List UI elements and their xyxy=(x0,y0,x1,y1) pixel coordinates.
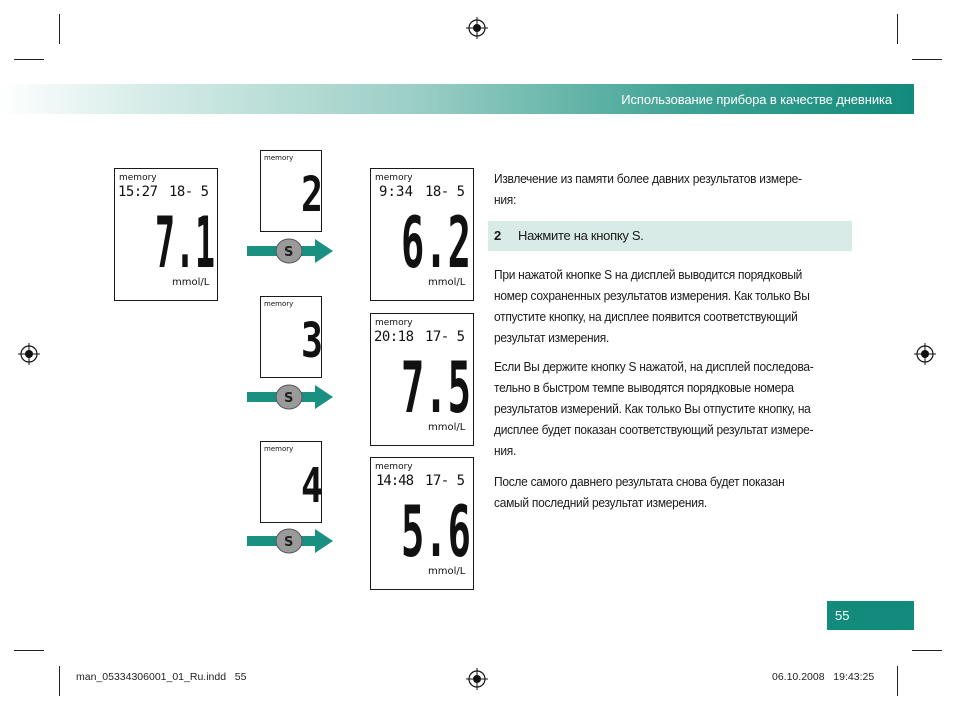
crop-mark xyxy=(59,14,60,44)
s-button-arrow xyxy=(247,237,335,265)
date-readout: 18- 5 xyxy=(425,184,465,200)
page-number: 55 xyxy=(835,608,850,623)
registration-mark-icon xyxy=(914,343,936,365)
crop-mark xyxy=(897,666,898,696)
text-line: самый последний результат измерения. xyxy=(494,495,707,510)
text-line: результатов измерений. Как только Вы отпустите кнопку, на xyxy=(494,401,811,416)
memory-number: 3 xyxy=(301,313,323,369)
registration-mark-icon xyxy=(466,17,488,39)
footer-filename: man_05334306001_01_Ru.indd 55 xyxy=(76,671,247,683)
time-readout: 14:48 xyxy=(376,473,414,489)
memory-label: memory xyxy=(375,318,413,328)
meter-display xyxy=(114,168,218,301)
unit-label: mmol/L xyxy=(428,422,466,433)
crop-mark xyxy=(14,59,44,60)
text-line: отпустите кнопку, на дисплее появится соответствующий xyxy=(494,309,798,324)
text-line: результат измерения. xyxy=(494,330,610,345)
memory-label: memory xyxy=(375,173,413,183)
memory-number-display xyxy=(260,150,322,232)
meter-display xyxy=(370,313,474,446)
registration-mark-icon xyxy=(466,668,488,690)
s-button-label: S xyxy=(284,535,294,550)
date-readout: 17- 5 xyxy=(425,329,465,345)
text-line: Если Вы держите кнопку S нажатой, на дисплей последова- xyxy=(494,359,814,374)
text-line: ния. xyxy=(494,443,517,458)
unit-label: mmol/L xyxy=(172,277,210,288)
paragraph xyxy=(494,471,845,513)
memory-number: 2 xyxy=(301,167,323,223)
text-line: номер сохраненных результатов измерения. Как только Вы xyxy=(494,288,810,303)
date-readout: 17- 5 xyxy=(425,473,465,489)
intro-paragraph xyxy=(494,168,845,210)
text-line: Извлечение из памяти более давних результатов измере- xyxy=(494,171,802,186)
crop-mark xyxy=(14,650,44,651)
paragraph xyxy=(494,356,845,461)
date-readout: 18- 5 xyxy=(169,184,209,200)
s-button-arrow xyxy=(247,383,335,411)
crop-mark xyxy=(59,666,60,696)
crop-mark xyxy=(912,59,942,60)
memory-number-display xyxy=(260,441,322,523)
glucose-value: 7.5 xyxy=(401,347,471,429)
meter-display xyxy=(370,457,474,590)
time-readout: 20:18 xyxy=(374,329,414,345)
memory-number: 4 xyxy=(301,458,323,514)
time-readout: 9:34 xyxy=(379,184,413,200)
step-number: 2 xyxy=(494,228,502,243)
page-number-box xyxy=(827,601,914,630)
time-readout: 15:27 xyxy=(118,184,158,200)
glucose-value: 5.6 xyxy=(401,491,471,573)
text-line: После самого давнего результата снова будет показан xyxy=(494,474,785,489)
text-line: дисплее будет показан соответствующий результат измере- xyxy=(494,422,814,437)
glucose-value: 6.2 xyxy=(401,202,471,284)
memory-label: memory xyxy=(264,300,294,308)
section-title: Использование прибора в качестве дневника xyxy=(621,92,892,107)
unit-label: mmol/L xyxy=(428,566,466,577)
registration-mark-icon xyxy=(18,343,40,365)
s-button-label: S xyxy=(284,391,294,406)
memory-label: memory xyxy=(264,445,294,453)
text-line: ния: xyxy=(494,192,517,207)
memory-number-display xyxy=(260,296,322,378)
footer-datetime: 06.10.2008 19:43:25 xyxy=(772,671,875,683)
s-button-label: S xyxy=(284,245,294,260)
paragraph xyxy=(494,264,845,348)
meter-display xyxy=(370,168,474,301)
memory-label: memory xyxy=(119,173,157,183)
glucose-value: 7.1 xyxy=(155,202,215,284)
s-button-arrow xyxy=(247,527,335,555)
step-instruction: Нажмите на кнопку S. xyxy=(518,228,644,243)
unit-label: mmol/L xyxy=(428,277,466,288)
crop-mark xyxy=(912,650,942,651)
memory-label: memory xyxy=(264,154,294,162)
text-line: При нажатой кнопке S на дисплей выводится порядковый xyxy=(494,267,803,282)
step-box xyxy=(488,221,852,251)
text-line: тельно в быстром темпе выводятся порядковые номера xyxy=(494,380,794,395)
crop-mark xyxy=(897,14,898,44)
memory-label: memory xyxy=(375,462,413,472)
